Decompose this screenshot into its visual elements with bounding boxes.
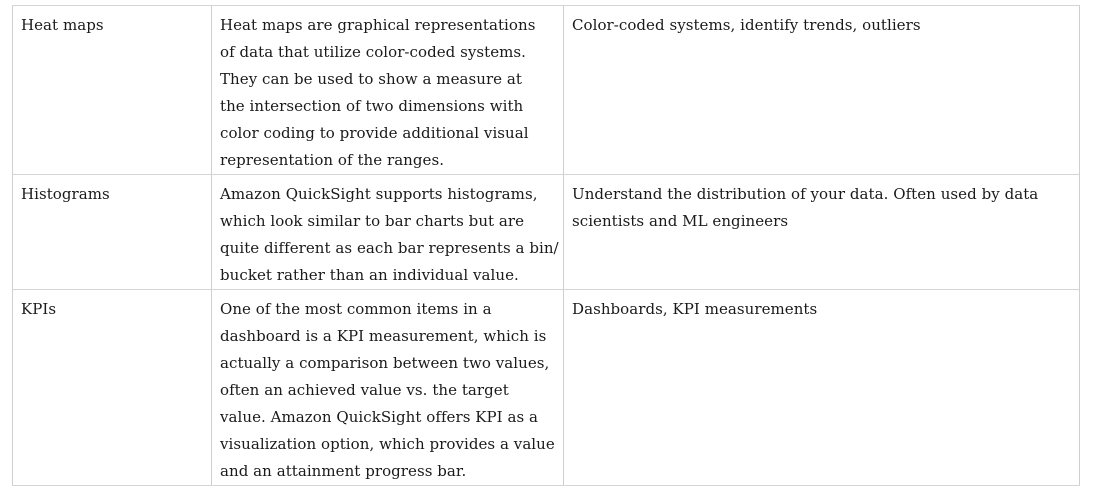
description-line: representation of the ranges. [220, 151, 445, 169]
description-line: the intersection of two dimensions with [220, 97, 524, 115]
description-line: dashboard is a KPI measurement, which is [220, 327, 547, 345]
description-line: Amazon QuickSight supports histograms, [220, 185, 538, 203]
description-line: color coding to provide additional visual [220, 124, 529, 142]
description-line: They can be used to show a measure at [220, 70, 522, 88]
description-line: bucket rather than an individual value. [220, 266, 519, 284]
description-cell [212, 175, 564, 290]
description-line: One of the most common items in a [220, 300, 492, 318]
description-line: visualization option, which provides a value [220, 435, 555, 453]
description-line: of data that utilize color-coded systems. [220, 43, 526, 61]
use-cases-cell: Color-coded systems, identify trends, outliers [564, 6, 1080, 175]
description-line: value. Amazon QuickSight offers KPI as a [220, 408, 539, 426]
visual-name-cell: Histograms [13, 175, 212, 290]
description-line: Heat maps are graphical representations [220, 16, 536, 34]
description-cell [212, 290, 564, 486]
use-cases-cell: Understand the distribution of your data. Often used by data scientists and ML engineers [564, 175, 1080, 290]
description-line: which look similar to bar charts but are [220, 212, 525, 230]
description-line: and an attainment progress bar. [220, 462, 467, 480]
table-row [13, 290, 1080, 486]
table-row [13, 6, 1080, 175]
description-cell [212, 6, 564, 175]
description-line: often an achieved value vs. the target [220, 381, 509, 399]
description-line: actually a comparison between two values, [220, 354, 550, 372]
visual-name-cell: Heat maps [13, 6, 212, 175]
description-line: quite different as each bar represents a bin/ [220, 239, 559, 257]
table-row [13, 175, 1080, 290]
use-cases-cell: Dashboards, KPI measurements [564, 290, 1080, 486]
visual-types-table [12, 5, 1080, 486]
visual-name-cell: KPIs [13, 290, 212, 486]
